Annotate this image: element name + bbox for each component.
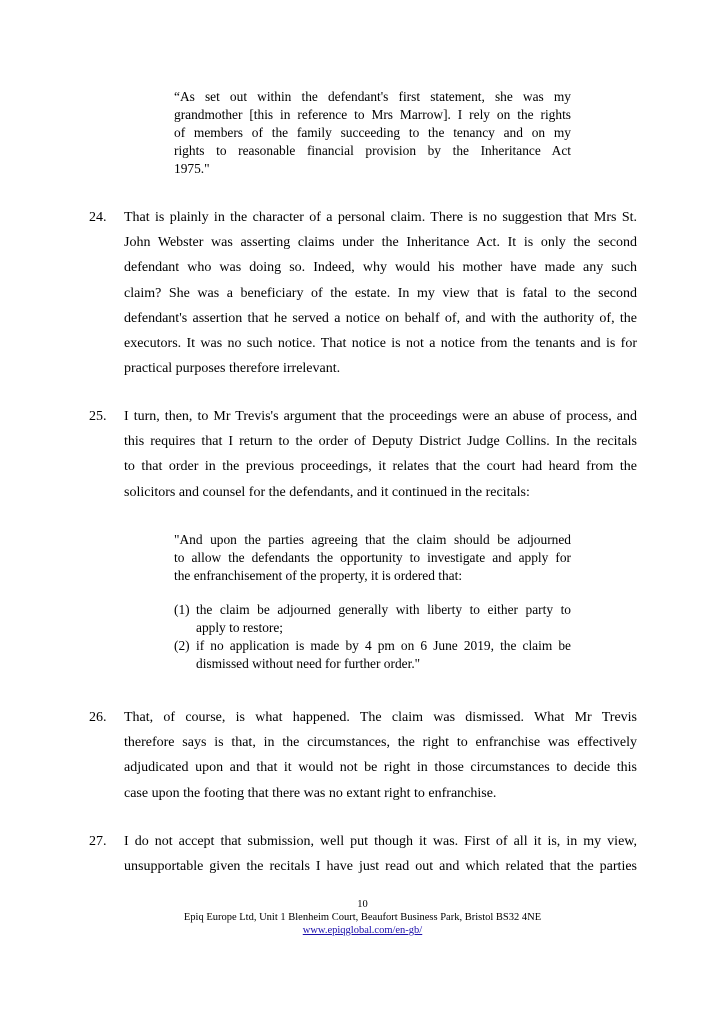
paragraph-line: this requires that I return to the order of Deputy District Judge Collins. In the recitals <box>124 434 637 450</box>
paragraph-text <box>124 404 637 505</box>
list-item-text <box>196 601 571 637</box>
list-line: if no application is made by 4 pm on 6 June 2019, the claim be <box>196 638 571 653</box>
paragraph-line: adjudicated upon and that it would not be right in those circumstances to decide this <box>124 760 637 776</box>
paragraph-number: 26. <box>89 710 107 725</box>
paragraph-text <box>124 705 637 806</box>
quote-line: “As set out within the defendant's first statement, she was my <box>174 89 571 104</box>
quote-block-marrow <box>174 88 571 178</box>
quote-line: "And upon the parties agreeing that the claim should be adjourned <box>174 532 571 547</box>
paragraph-line: I turn, then, to Mr Trevis's argument that the proceedings were an abuse of process, and <box>124 409 637 424</box>
order-list <box>174 601 571 673</box>
list-item-text <box>196 637 571 673</box>
quote-line: grandmother [this in reference to Mrs Marrow]. I rely on the rights <box>174 107 571 122</box>
footer-address: Epiq Europe Ltd, Unit 1 Blenheim Court, Beaufort Business Park, Bristol BS32 4NE <box>183 912 542 923</box>
paragraph-line: defendant's assertion that he served a notice on behalf of, and with the authority of, the <box>124 310 637 326</box>
list-line: apply to restore; <box>196 620 284 635</box>
paragraph-line: to that order in the previous proceedings, it relates that the court had heard from the <box>124 459 637 475</box>
paragraph-number: 24. <box>89 210 107 225</box>
paragraph-line: That is plainly in the character of a personal claim. There is no suggestion that Mrs St. <box>124 210 637 225</box>
page-footer <box>0 898 725 937</box>
paragraph-number: 25. <box>89 409 107 424</box>
paragraph-text <box>124 829 637 879</box>
paragraph-line: defendant who was doing so. Indeed, why would his mother have made any such <box>124 260 637 276</box>
list-line: the claim be adjourned generally with liberty to either party to <box>196 602 571 617</box>
paragraph-line: I do not accept that submission, well put though it was. First of all it is, in my view, <box>124 834 637 849</box>
paragraph-line: That, of course, is what happened. The claim was dismissed. What Mr Trevis <box>124 710 637 725</box>
paragraph-line: claim? She was a beneficiary of the estate. In my view that is fatal to the second <box>124 285 637 301</box>
quote-line: to allow the defendants the opportunity to investigate and apply for <box>174 550 571 565</box>
paragraph-line: executors. It was no such notice. That notice is not a notice from the tenants and is for <box>124 336 637 352</box>
list-marker: (2) <box>174 638 190 653</box>
quote-line: rights to reasonable financial provision by the Inheritance Act <box>174 143 571 158</box>
quote-line: the enfranchisement of the property, it is ordered that: <box>174 568 463 583</box>
list-line: dismissed without need for further order." <box>196 656 421 671</box>
paragraph-line: solicitors and counsel for the defendants, and it continued in the recitals: <box>124 484 530 500</box>
quote-line: of members of the family succeeding to the tenancy and on my <box>174 125 571 140</box>
order-list-item-1 <box>174 601 571 637</box>
quote-line: 1975." <box>174 161 210 176</box>
paragraph-line: practical purposes therefore irrelevant. <box>124 361 341 377</box>
paragraph-number: 27. <box>89 834 107 849</box>
paragraph-line: therefore says is that, in the circumstances, the right to enfranchise was effectively <box>124 735 637 751</box>
paragraph-text <box>124 205 637 381</box>
order-list-item-2 <box>174 637 571 673</box>
footer-link[interactable]: www.epiqglobal.com/en-gb/ <box>302 925 423 936</box>
paragraph-line: unsupportable given the recitals I have just read out and which related that the parties <box>124 859 637 875</box>
page-number: 10 <box>357 899 368 910</box>
paragraph-line: John Webster was asserting claims under the Inheritance Act. It is only the second <box>124 235 637 251</box>
list-marker: (1) <box>174 602 190 617</box>
quote-block-order <box>174 531 571 585</box>
paragraph-line: case upon the footing that there was no extant right to enfranchise. <box>124 785 497 801</box>
